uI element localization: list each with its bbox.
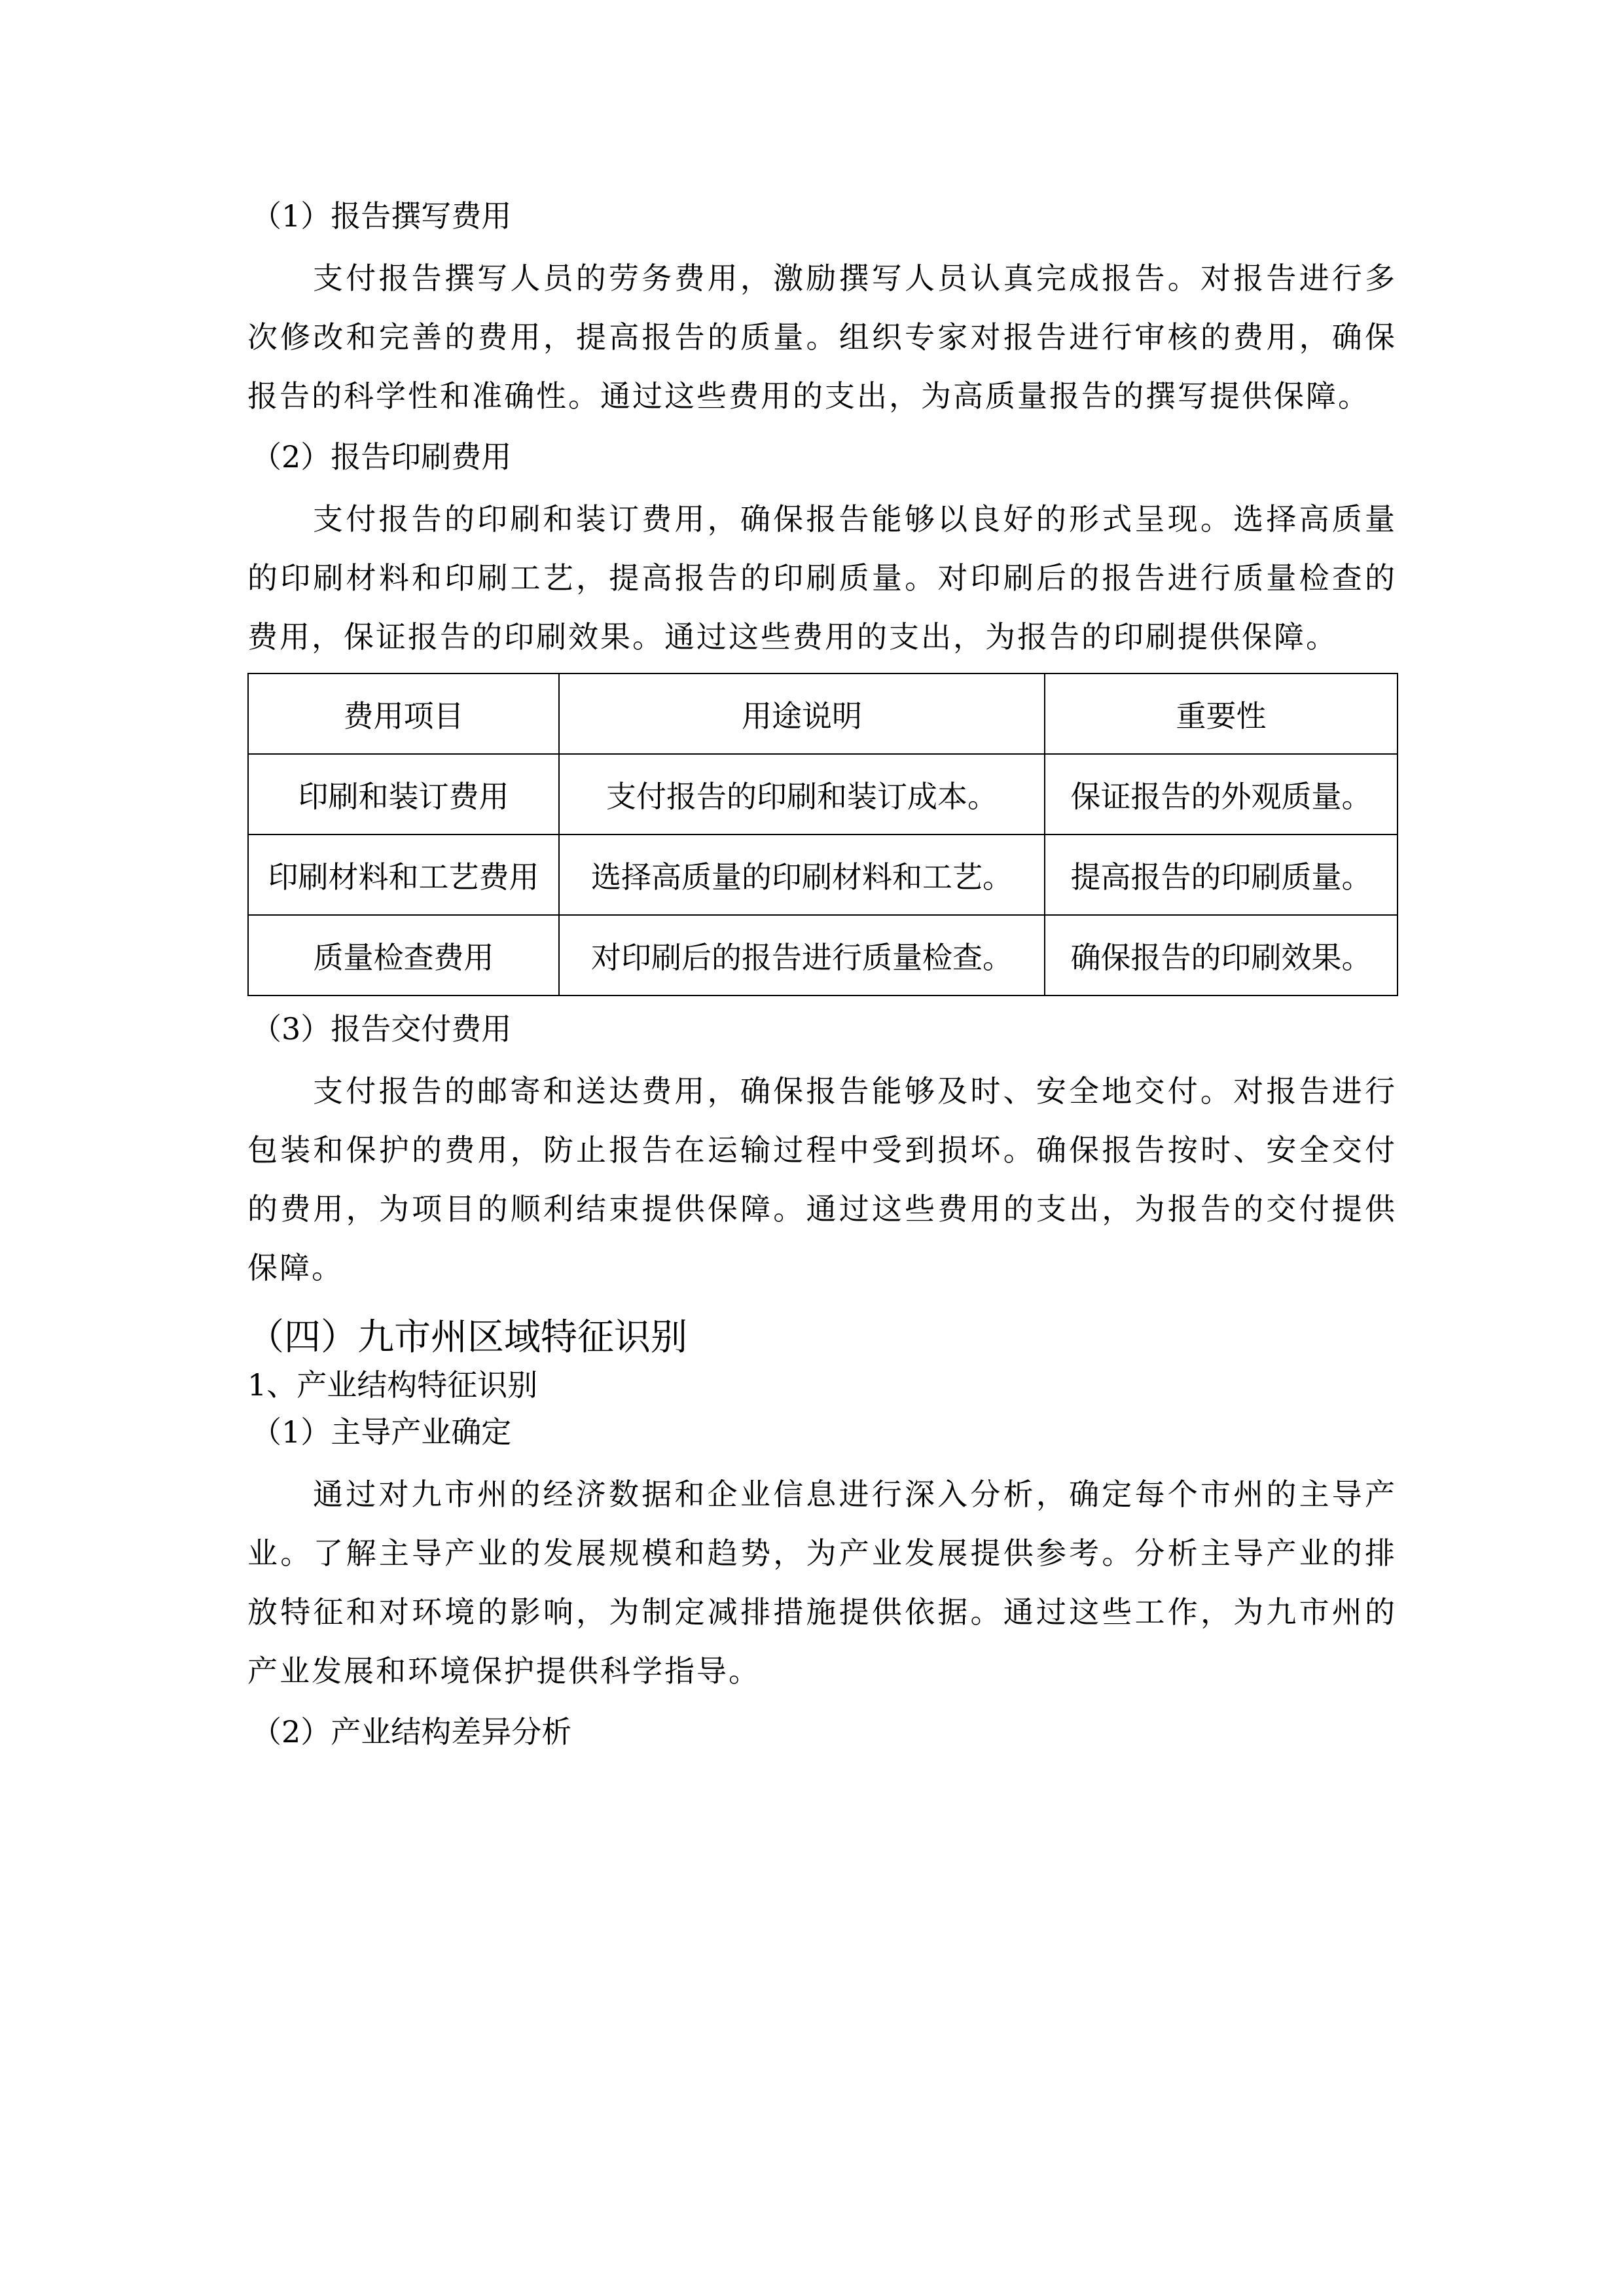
item1-heading: （1）报告撰写费用 [251,198,512,234]
table-cell: 印刷材料和工艺费用 [248,834,559,915]
table-cell: 支付报告的印刷和装订成本。 [559,754,1045,834]
item2-paragraph: 支付报告的印刷和装订费用，确保报告能够以良好的形式呈现。选择高质量的印刷材料和印刷工艺，提高报告的印刷质量。对印刷后的报告进行质量检查的费用，保证报告的印刷效果。通过这些费用的支出，为报告的印刷提供保障。 [247,501,1397,655]
subsection-title: 1、产业结构特征识别 [247,1367,538,1403]
table-cell: 印刷和装订费用 [248,754,559,834]
item3-paragraph: 支付报告的邮寄和送达费用，确保报告能够及时、安全地交付。对报告进行包装和保护的费用，防止报告在运输过程中受到损坏。确保报告按时、安全交付的费用，为项目的顺利结束提供保障。通过这些费用的支出，为报告的交付提供保障。 [247,1073,1397,1285]
table-row [248,754,1398,834]
table-row [248,834,1398,915]
sub-item1-paragraph: 通过对九市州的经济数据和企业信息进行深入分析，确定每个市州的主导产业。了解主导产业的发展规模和趋势，为产业发展提供参考。分析主导产业的排放特征和对环境的影响，为制定减排措施提供依据。通过这些工作，为九市州的产业发展和环境保护提供科学指导。 [247,1477,1397,1689]
document-page [247,196,1397,1751]
table-cell: 选择高质量的印刷材料和工艺。 [559,834,1045,915]
table-cell: 对印刷后的报告进行质量检查。 [559,915,1045,996]
table-header-cell: 用途说明 [559,673,1045,754]
fee-table [247,673,1398,996]
table-cell: 保证报告的外观质量。 [1045,754,1398,834]
item1-paragraph: 支付报告撰写人员的劳务费用，激励撰写人员认真完成报告。对报告进行多次修改和完善的费用，提高报告的质量。组织专家对报告进行审核的费用，确保报告的科学性和准确性。通过这些费用的支出，为高质量报告的撰写提供保障。 [247,260,1397,414]
table-header-row [248,673,1398,754]
section-four-title: （四）九市州区域特征识别 [247,1316,687,1359]
table-cell: 确保报告的印刷效果。 [1045,915,1398,996]
item2-heading: （2）报告印刷费用 [251,439,512,475]
table-header-cell: 重要性 [1045,673,1398,754]
table-cell: 提高报告的印刷质量。 [1045,834,1398,915]
sub-item1-heading: （1）主导产业确定 [251,1414,512,1450]
table-row [248,915,1398,996]
table-cell: 质量检查费用 [248,915,559,996]
item3-heading: （3）报告交付费用 [251,1011,512,1047]
table-header-cell: 费用项目 [248,673,559,754]
sub-item2-heading: （2）产业结构差异分析 [251,1714,572,1749]
